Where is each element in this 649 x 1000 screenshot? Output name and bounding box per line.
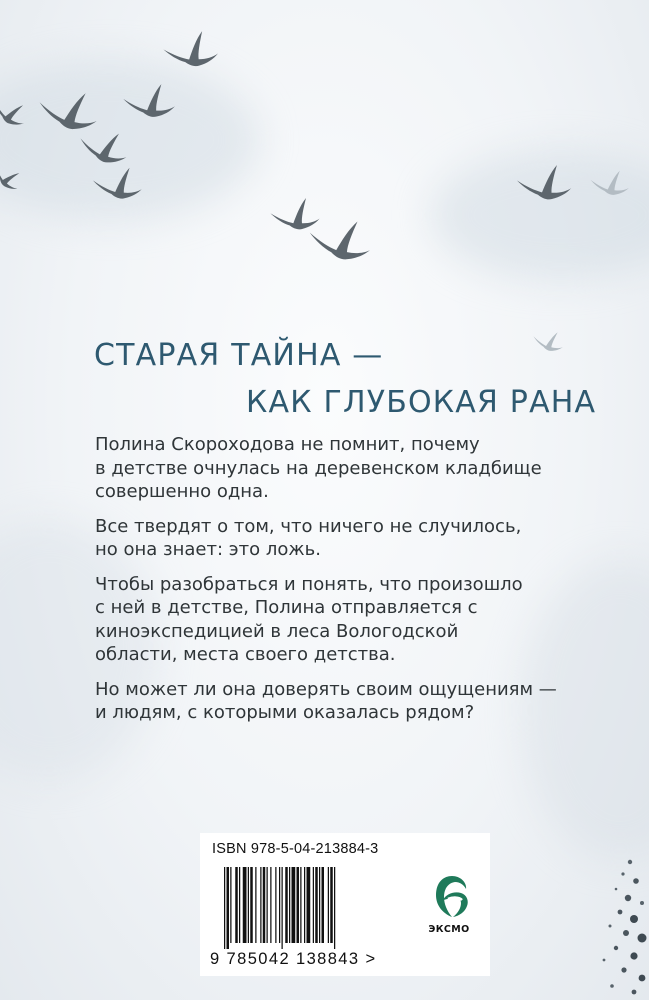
bird-icon — [591, 171, 629, 195]
bird-icon — [77, 127, 130, 166]
blurb-text — [95, 433, 615, 736]
bird-icon — [532, 329, 565, 352]
barcode-icon — [224, 867, 394, 949]
bird-icon — [93, 167, 142, 199]
isbn-barcode-panel — [200, 833, 490, 976]
barcode-digits: 9 785042 138843 > — [210, 950, 377, 968]
blurb-paragraph: Полина Скороходова не помнит, почему в детстве очнулась на деревенском кладбище совершенно одна. — [95, 434, 542, 502]
bird-icon — [162, 29, 220, 70]
bird-icon — [516, 164, 572, 201]
blurb-paragraph: Но может ли она доверять своим ощущениям — и людям, с которыми оказалась рядом? — [95, 678, 557, 723]
isbn-number: ISBN 978-5-04-213884-3 — [212, 841, 379, 857]
bird-icon — [269, 197, 320, 232]
bird-icon — [308, 218, 372, 261]
tagline-line-2: КАК ГЛУБОКАЯ РАНА — [246, 385, 597, 420]
bird-icon — [0, 94, 31, 130]
bird-icon — [122, 83, 175, 119]
publisher-name: ЭКСМО — [428, 924, 470, 935]
blurb-paragraph: Чтобы разобраться и понять, что произошло с ней в детстве, Полина отправляется с киноэкспедицией в леса Вологодской области, места своего детства. — [95, 573, 523, 665]
bird-icon — [0, 160, 25, 193]
blurb-paragraph: Все твердят о том, что ничего не случилось, но она знает: это ложь. — [95, 515, 522, 560]
eksmo-logo-icon — [434, 873, 470, 921]
tagline-line-1: СТАРАЯ ТАЙНА — — [94, 338, 384, 373]
bird-icon — [37, 89, 99, 132]
ink-splatter-decoration — [590, 840, 649, 1000]
